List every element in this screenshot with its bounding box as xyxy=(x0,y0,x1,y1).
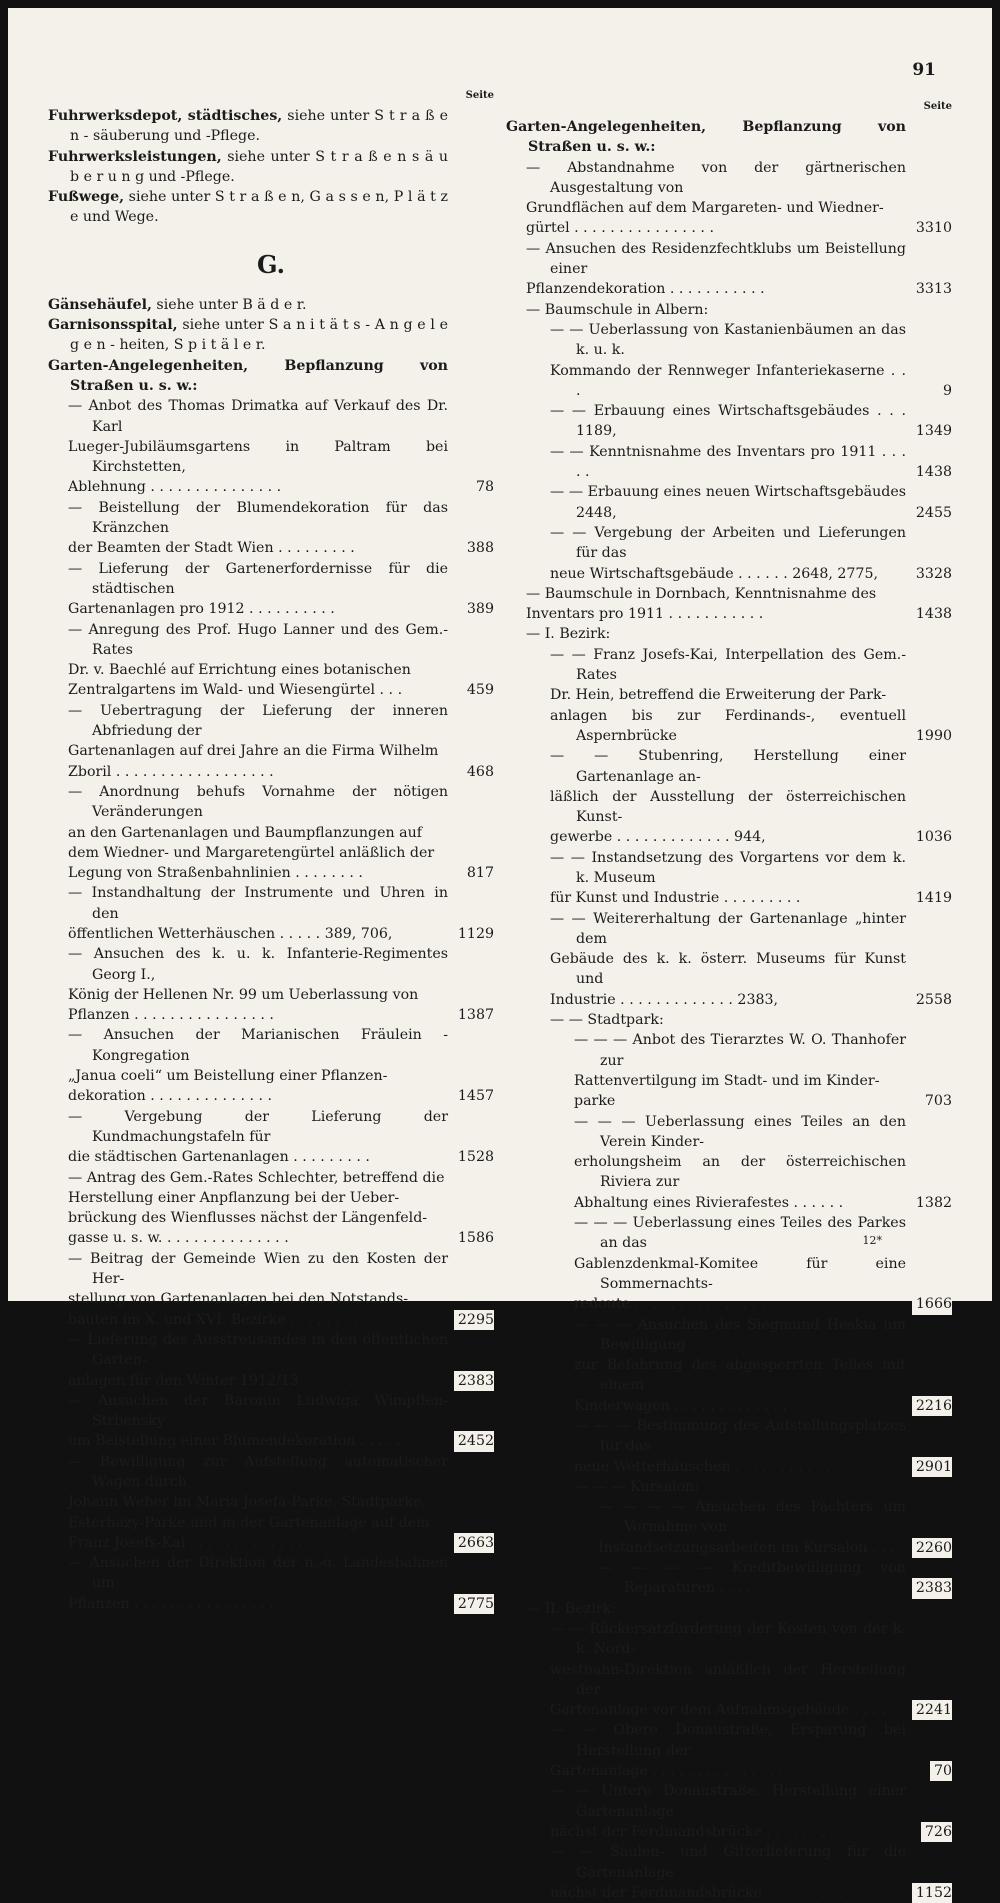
fuhrwerks-entries xyxy=(48,106,494,228)
page-reference: 1419 xyxy=(912,888,952,908)
page-reference: 1438 xyxy=(912,604,952,624)
page-reference: 703 xyxy=(921,1091,952,1111)
page-reference: 1349 xyxy=(912,421,952,441)
page-reference: 2663 xyxy=(454,1533,494,1553)
page-reference: 2295 xyxy=(454,1310,494,1330)
index-entry: — — Untere Donaustraße, Herstellung einer Gartenanlage nächst der Ferdinandsbrücke . . . . . . . . 726 xyxy=(506,1781,952,1842)
page-reference: 2260 xyxy=(912,1538,952,1558)
index-entry: Fuhrwerksleistungen, siehe unter S t r a ß e n s ä u b e r u n g und -Pflege. xyxy=(48,148,448,185)
index-entry: — — Erbauung eines neuen Wirtschaftsgebäudes 2448, 2455 xyxy=(506,482,952,523)
index-entry: — II. Bezirk: xyxy=(526,1600,616,1617)
page-reference: 3310 xyxy=(912,218,952,238)
g-reference-entries xyxy=(48,295,494,356)
index-entry: — — Kenntnisnahme des Inventars pro 1911 . . . . . 1438 xyxy=(506,442,952,483)
index-entry: — Ansuchen der Marianischen Fräulein - Kongregation „Janua coeli“ um Beistellung einer Pflanzen- dekoration . . . . . . . . . . . . . . 1457 xyxy=(48,1025,494,1106)
seite-label-right: Seite xyxy=(923,101,952,112)
index-entry: — — — Kursalon: xyxy=(574,1478,700,1495)
index-entry: — I. Bezirk: xyxy=(526,626,611,643)
index-entry: — Ansuchen des k. u. k. Infanterie-Regimentes Georg I., König der Hellenen Nr. 99 um Ueberlassung von Pflanzen . . . . . . . . . . . . . . . . 1387 xyxy=(48,944,494,1025)
index-entry: — — — Ueberlassung eines Teiles des Parkes an das Gablenzdenkmal-Komitee für eine Sommernachts- redoute . . . . . . . . . . . . . . . 1666 xyxy=(506,1213,952,1314)
index-entry: — Bewilligung zur Aufstellung automatischer Wagen durch Johann Weber im Maria Josefa-Parke, Stadtparke, Esterhazy-Parke und in der Gartenanlage auf dem Franz Josefs-Kai . . . . . . . . . . . . . 2663 xyxy=(48,1452,494,1553)
page-reference: 459 xyxy=(463,680,494,700)
index-entry: — Anbot des Thomas Drimatka auf Verkauf des Dr. Karl Lueger-Jubiläumsgartens in Paltram bei Kirchstetten, Ablehnung . . . . . . . . . . . . . . . 78 xyxy=(48,396,494,497)
index-entry: — — — Ansuchen des Siegmund Heskia um Bewilligung zur Befahrung des abgesperrten Teiles mit einem Kinderwagen . . . . . . . . . . . . . 2216 xyxy=(506,1315,952,1416)
index-entry: — Anregung des Prof. Hugo Lanner und des Gem.-Rates Dr. v. Baechlé auf Errichtung eines botanischen Zentralgartens im Wald- und Wiesengürtel . . . 459 xyxy=(48,620,494,701)
index-entry: — Antrag des Gem.-Rates Schlechter, betreffend die Herstellung einer Anpflanzung bei der Ueber- brückung des Wienflusses nächst der Längenfeld- gasse u. s. w. . . . . . . . . . . . . . . 1586 xyxy=(48,1168,494,1249)
index-entry: — — Franz Josefs-Kai, Interpellation des Gem.-Rates Dr. Hein, betreffend die Erweiterung der Park- anlagen bis zur Ferdinands-, eventuell Aspernbrücke 1990 xyxy=(506,645,952,746)
page-reference: 3328 xyxy=(912,564,952,584)
index-entry: — — Instandsetzung des Vorgartens vor dem k. k. Museum für Kunst und Industrie . . . . . . . . . 1419 xyxy=(506,848,952,909)
garten-entries-right xyxy=(506,158,952,1903)
page-reference: 1387 xyxy=(454,1005,494,1025)
page-reference: 70 xyxy=(930,1761,952,1781)
index-entry: — — — Ueberlassung eines Teiles an den Verein Kinder- erholungsheim an der österreichischen Riviera zur Abhaltung eines Rivierafestes . . . . . . 1382 xyxy=(506,1112,952,1213)
index-entry: — Beitrag der Gemeinde Wien zu den Kosten der Her- stellung von Gartenanlagen bei den Notstands- bauten im X. und XVI. Bezirke . . . . . . . . 2295 xyxy=(48,1249,494,1330)
left-column xyxy=(48,90,494,1614)
page-reference: 2455 xyxy=(912,503,952,523)
section-heading-continued: Garten-Angelegenheiten, Bepflanzung von Straßen u. s. w.: xyxy=(506,119,906,156)
index-entry: — — Säulen- und Gitterlieferung für die Gartenanlage nächst der Ferdinandsbrücke . . . . . . . . . 1152 xyxy=(506,1842,952,1903)
index-entry: — Ansuchen der Direktion der n.-ö. Landesbahnen um Pflanzen . . . . . . . . . . . . . . . . 2775 xyxy=(48,1553,494,1614)
page-reference: 2383 xyxy=(912,1578,952,1598)
page-reference: 3313 xyxy=(912,279,952,299)
page-reference: 468 xyxy=(463,762,494,782)
index-entry: — — Stadtpark: xyxy=(550,1012,664,1029)
index-entry: — Ansuchen der Baronin Ludwiga Wimpffen-Strbensky um Beistellung einer Blumendekoration . . . . . 2452 xyxy=(48,1391,494,1452)
page-reference: 1036 xyxy=(912,827,952,847)
index-entry: — Uebertragung der Lieferung der inneren Abfriedung der Gartenanlagen auf drei Jahre an die Firma Wilhelm Zboril . . . . . . . . . . . . . . . . . . 468 xyxy=(48,701,494,782)
index-entry: Gänsehäufel, siehe unter B ä d e r. xyxy=(48,296,307,313)
page-reference: 2383 xyxy=(454,1371,494,1391)
section-heading: Garten-Angelegenheiten, Bepflanzung von Straßen u. s. w.: xyxy=(48,357,448,394)
footer-signature: 12* xyxy=(862,1234,882,1247)
index-entry: — Lieferung der Gartenerfordernisse für die städtischen Gartenanlagen pro 1912 . . . . . . . . . . 389 xyxy=(48,559,494,620)
index-entry: — Vergebung der Lieferung der Kundmachungstafeln für die städtischen Gartenanlagen . . . . . . . . . 1528 xyxy=(48,1107,494,1168)
index-entry: — — — — Kreditbewilligung von Reparaturen . . . . 2383 xyxy=(506,1558,952,1599)
page-reference: 388 xyxy=(463,538,494,558)
index-entry: — — Stubenring, Herstellung einer Gartenanlage an- läßlich der Ausstellung der österreichischen Kunst- gewerbe . . . . . . . . . . . . . 944, 1036 xyxy=(506,746,952,847)
page-reference: 1528 xyxy=(454,1147,494,1167)
page-reference: 2558 xyxy=(912,990,952,1010)
index-entry: — Abstandnahme von der gärtnerischen Ausgestaltung von Grundflächen auf dem Margareten- und Wiedner- gürtel . . . . . . . . . . . . . . . . 3310 xyxy=(506,158,952,239)
index-entry: Fuhrwerksdepot, städtisches, siehe unter S t r a ß e n - säuberung und -Pflege. xyxy=(48,108,449,145)
page-reference: 817 xyxy=(463,863,494,883)
page-reference: 2775 xyxy=(454,1594,494,1614)
page-reference: 9 xyxy=(939,381,952,401)
index-entry: — — Vergebung der Arbeiten und Lieferungen für das neue Wirtschaftsgebäude . . . . . . 2648, 2775, 3328 xyxy=(506,523,952,584)
index-entry: — Anordnung behufs Vornahme der nötigen Veränderungen an den Gartenanlagen und Baumpflanzungen auf dem Wiedner- und Margaretengürtel anläßlich der Legung von Straßenbahnlinien . . . . . . . . 817 xyxy=(48,782,494,883)
page-reference: 1382 xyxy=(912,1193,952,1213)
index-entry: — — Obere Donaustraße, Ersparung bei Herstellung der Gartenanlage . . . . . . . . . . . . . . . 70 xyxy=(506,1720,952,1781)
page-reference: 2452 xyxy=(454,1431,494,1451)
page-reference: 1457 xyxy=(454,1086,494,1106)
page-number: 91 xyxy=(912,60,936,80)
letter-heading: G. xyxy=(257,249,285,279)
index-entry: — — — Anbot des Tierarztes W. O. Thanhofer zur Rattenvertilgung im Stadt- und im Kinder- parke 703 xyxy=(506,1030,952,1111)
page-reference: 1152 xyxy=(912,1883,952,1903)
page-reference: 1990 xyxy=(912,726,952,746)
index-entry: — Beistellung der Blumendekoration für das Kränzchen der Beamten der Stadt Wien . . . . . . . . . 388 xyxy=(48,498,494,559)
index-entry: — — — — Ansuchen des Pächters um Vornahme von Instandsetzungsarbeiten im Kursalon . . . 2260 xyxy=(506,1497,952,1558)
index-entry: — — Erbauung eines Wirtschaftsgebäudes . . . 1189, 1349 xyxy=(506,401,952,442)
index-entry: — — Rückersatzforderung der Kosten von der k. k. Nord- westbahn-Direktion anläßlich der Herstellung der Gartenanlage vor dem Aufnahmsgebäude . . . . 2241 xyxy=(506,1619,952,1720)
index-entry: — Instandhaltung der Instrumente und Uhren in den öffentlichen Wetterhäuschen . . . . . 389, 706, 1129 xyxy=(48,883,494,944)
seite-label: Seite xyxy=(465,90,494,101)
index-entry: — — Ueberlassung von Kastanienbäumen an das k. u. k. Kommando der Rennweger Infanteriekaserne . . . 9 xyxy=(506,320,952,401)
page-reference: 78 xyxy=(472,477,494,497)
page-reference: 2216 xyxy=(912,1396,952,1416)
index-entry: Fußwege, siehe unter S t r a ß e n, G a s s e n, P l ä t z e und Wege. xyxy=(48,189,448,226)
index-page xyxy=(8,8,992,1901)
page-reference: 1586 xyxy=(454,1228,494,1248)
garten-entries-left xyxy=(48,396,494,1614)
index-entry: — Ansuchen des Residenzfechtklubs um Beistellung einer Pflanzendekoration . . . . . . . . . . . 3313 xyxy=(506,239,952,300)
page-reference: 2901 xyxy=(912,1457,952,1477)
right-column xyxy=(506,90,952,1903)
page-reference: 1666 xyxy=(912,1294,952,1314)
index-entry: — Baumschule in Albern: xyxy=(526,301,709,318)
index-entry: — Baumschule in Dornbach, Kenntnisnahme des Inventars pro 1911 . . . . . . . . . . . 1438 xyxy=(506,584,952,625)
index-entry: — — — Bestimmung des Aufstellungsplatzes für das neue Wetterhäuschen . . . . . . . . . . . 2901 xyxy=(506,1416,952,1477)
page-reference: 1129 xyxy=(454,924,494,944)
page-reference: 389 xyxy=(463,599,494,619)
page-reference: 1438 xyxy=(912,462,952,482)
page-reference: 726 xyxy=(921,1822,952,1842)
index-entry: — — Weitererhaltung der Gartenanlage „hinter dem Gebäude des k. k. österr. Museums für Kunst und Industrie . . . . . . . . . . . . . 2383, 2558 xyxy=(506,909,952,1010)
index-entry: Garnisonsspital, siehe unter S a n i t ä t s - A n g e l e g e n - heiten, S p i t ä l e r. xyxy=(48,317,448,354)
index-entry: — Lieferung des Ausstreusandes in den öffentlichen Garten- anlagen für den Winter 1912/13 . . . . . . . 2383 xyxy=(48,1330,494,1391)
page-reference: 2241 xyxy=(912,1700,952,1720)
